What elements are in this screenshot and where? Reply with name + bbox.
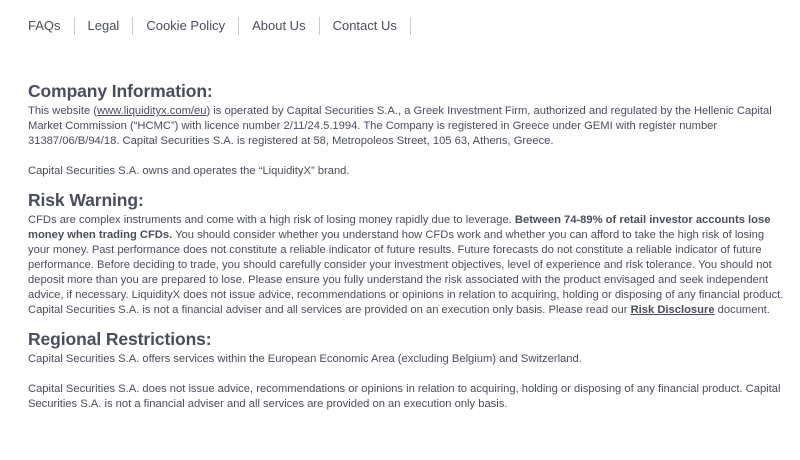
website-link[interactable]: www.liquidityx.com/eu	[97, 105, 207, 117]
nav-link-cookie-policy[interactable]: Cookie Policy	[133, 17, 239, 35]
risk-text-start: CFDs are complex instruments and come with a high risk of losing money rapidly due to leverage.	[28, 214, 515, 226]
company-info-text-start: This website (	[28, 105, 98, 117]
company-info-text-end: ) is operated by Capital Securities S.A., a Greek Investment Firm, authorized and regulated by the Hellenic Capital Market Commission (“HCMC”) with licence number 2/11/24.5.1994. The Company is registered in Greece under GEMI with register number 31387/06/B/94/18. Capital Securities S.A. is registered at 58, Metropoleos Street, 105 63, Athens, Greece.	[28, 105, 772, 147]
legal-content	[28, 80, 788, 412]
regional-restrictions-heading: Regional Restrictions:	[28, 329, 212, 349]
brand-ownership-paragraph: Capital Securities S.A. owns and operates the “LiquidityX” brand.	[28, 165, 350, 177]
nav-link-contact-us[interactable]: Contact Us	[320, 17, 411, 35]
risk-disclosure-link[interactable]: Risk Disclosure	[630, 304, 715, 316]
regional-services-paragraph: Capital Securities S.A. offers services within the European Economic Area (excluding Belgium) and Switzerland.	[28, 353, 582, 365]
risk-warning-paragraph	[28, 213, 788, 318]
company-info-heading: Company Information:	[28, 81, 213, 101]
risk-text-end: document.	[714, 304, 770, 316]
risk-text-middle: You should consider whether you understand how CFDs work and whether you can afford to take the high risk of losing your money. Past performance does not constitute a reliable indicator of future results. Future forecasts do not constitute a reliable indicator of future performance. Before deciding to trade, you should carefully consider your investment objectives, level of experience and risk tolerance. You should not deposit more than you are prepared to lose. Please ensure you fully understand the risk associated with the product envisaged and seek independent advice, if necessary. LiquidityX does not issue advice, recommendations or opinions in relation to acquiring, holding or disposing of any financial product. Capital Securities S.A. is not a financial adviser and all services are provided on an execution only basis. Please read our	[28, 229, 784, 316]
nav-link-about-us[interactable]: About Us	[239, 17, 319, 35]
risk-percentage-statement: Between 74-89% of retail investor accounts lose money when trading CFDs.	[28, 214, 771, 241]
nav-link-faqs[interactable]: FAQs	[28, 17, 75, 35]
regional-advice-paragraph: Capital Securities S.A. does not issue advice, recommendations or opinions in relation to acquiring, holding or disposing of any financial product. Capital Securities S.A. is not a financial adviser and all services are provided on an execution only basis.	[28, 383, 781, 410]
nav-link-legal[interactable]: Legal	[75, 17, 134, 35]
footer-nav	[28, 16, 411, 36]
risk-warning-heading: Risk Warning:	[28, 190, 144, 210]
company-info-paragraph	[28, 104, 788, 149]
